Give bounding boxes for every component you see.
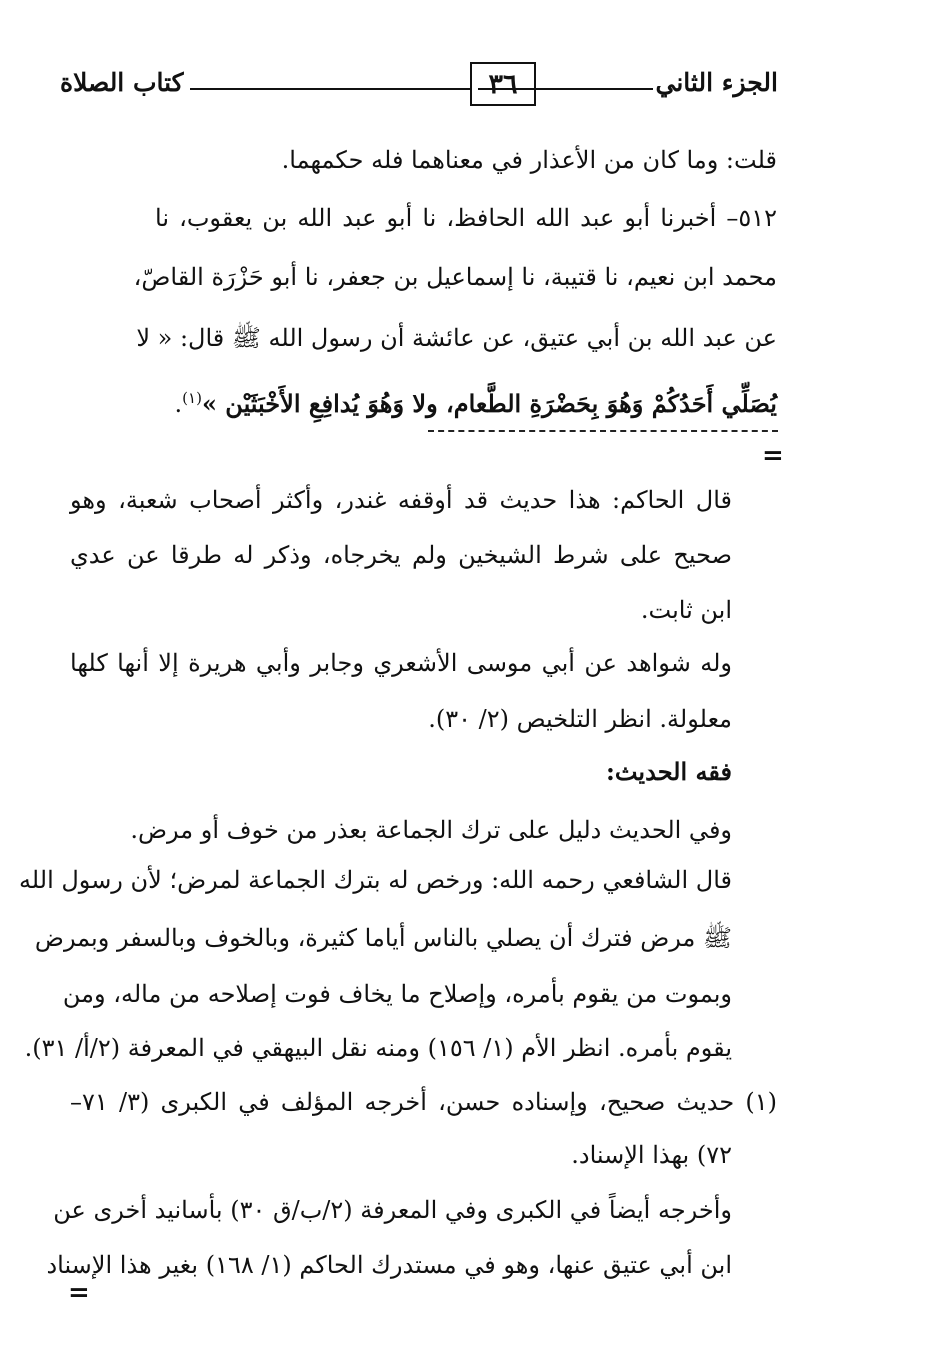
text-line: محمد ابن نعيم، نا قتيبة، نا إسماعيل بن جعفر، نا أبو حَزْرَة القاصّ، <box>133 263 777 291</box>
text-line: وبموت من يقوم بأمره، وإصلاح ما يخاف فوت إصلاحه من ماله، ومن <box>62 980 732 1008</box>
footnote-line: ٧٢) بهذا الإسناد. <box>571 1141 732 1169</box>
text-line: يقوم بأمره. انظر الأم (١/ ١٥٦) ومنه نقل البيهقي في المعرفة (٢/أ/ ٣١). <box>24 1034 732 1062</box>
text-line: ابن ثابت. <box>640 596 732 624</box>
fiqh-heading: فقه الحديث: <box>605 757 732 786</box>
book-title: كتاب الصلاة <box>60 68 184 97</box>
text-line: قال الشافعي رحمه الله: ورخص له بترك الجماعة لمرض؛ لأن رسول الله <box>18 866 732 894</box>
hadith-text: يُصَلِّي أَحَدُكُمْ وَهُوَ بِحَضْرَةِ الطَّعام، ولا وَهُوَ يُدافِعِ الأَخْبَثَيْن » <box>201 389 777 418</box>
continuation-mark: = <box>68 1278 90 1308</box>
footnote-line: (١) حديث صحيح، وإسناده حسن، أخرجه المؤلف في الكبرى (٣/ ٧١– <box>70 1088 777 1116</box>
text-line: وفي الحديث دليل على ترك الجماعة بعذر من خوف أو مرض. <box>130 816 732 844</box>
footnote-line: ابن أبي عتيق عنها، وهو في مستدرك الحاكم (١/ ١٦٨) بغير هذا الإسناد <box>46 1251 732 1279</box>
text-line: عن عبد الله بن أبي عتيق، عن عائشة أن رسول الله ﷺ قال: « لا <box>136 324 777 352</box>
header-rule-left <box>190 88 470 90</box>
text-line: ﷺ مرض فترك أن يصلي بالناس أياما كثيرة، وبالخوف وبالسفر وبمرض <box>34 924 732 952</box>
text-line: قال الحاكم: هذا حديث قد أوقفه غندر، وأكثر أصحاب شعبة، وهو <box>70 486 732 514</box>
text-line: صحيح على شرط الشيخين ولم يخرجاه، وذكر له طرقا عن عدي <box>70 541 732 569</box>
hadith-end: . <box>174 390 183 418</box>
page-header <box>60 60 778 120</box>
text-line: ٥١٢– أخبرنا أبو عبد الله الحافظ، نا أبو عبد الله بن يعقوب، نا <box>155 204 777 232</box>
section-divider <box>428 430 778 432</box>
part-title: الجزء الثاني <box>655 68 778 97</box>
page-number: ٣٦ <box>488 68 518 100</box>
page-number-box <box>470 62 536 106</box>
text-line: قلت: وما كان من الأعذار في معناهما فله حكمهما. <box>281 146 777 174</box>
footnote-ref: (١) <box>182 389 202 407</box>
text-line: معلولة. انظر التلخيص (٢/ ٣٠). <box>428 705 732 733</box>
hadith-line <box>175 380 777 422</box>
text-line: وله شواهد عن أبي موسى الأشعري وجابر وأبي هريرة إلا أنها كلها <box>70 649 732 677</box>
continuation-mark: = <box>762 441 784 471</box>
footnote-line: وأخرجه أيضاً في الكبرى وفي المعرفة (٢/ب/ق ٣٠) بأسانيد أخرى عن <box>53 1196 732 1224</box>
